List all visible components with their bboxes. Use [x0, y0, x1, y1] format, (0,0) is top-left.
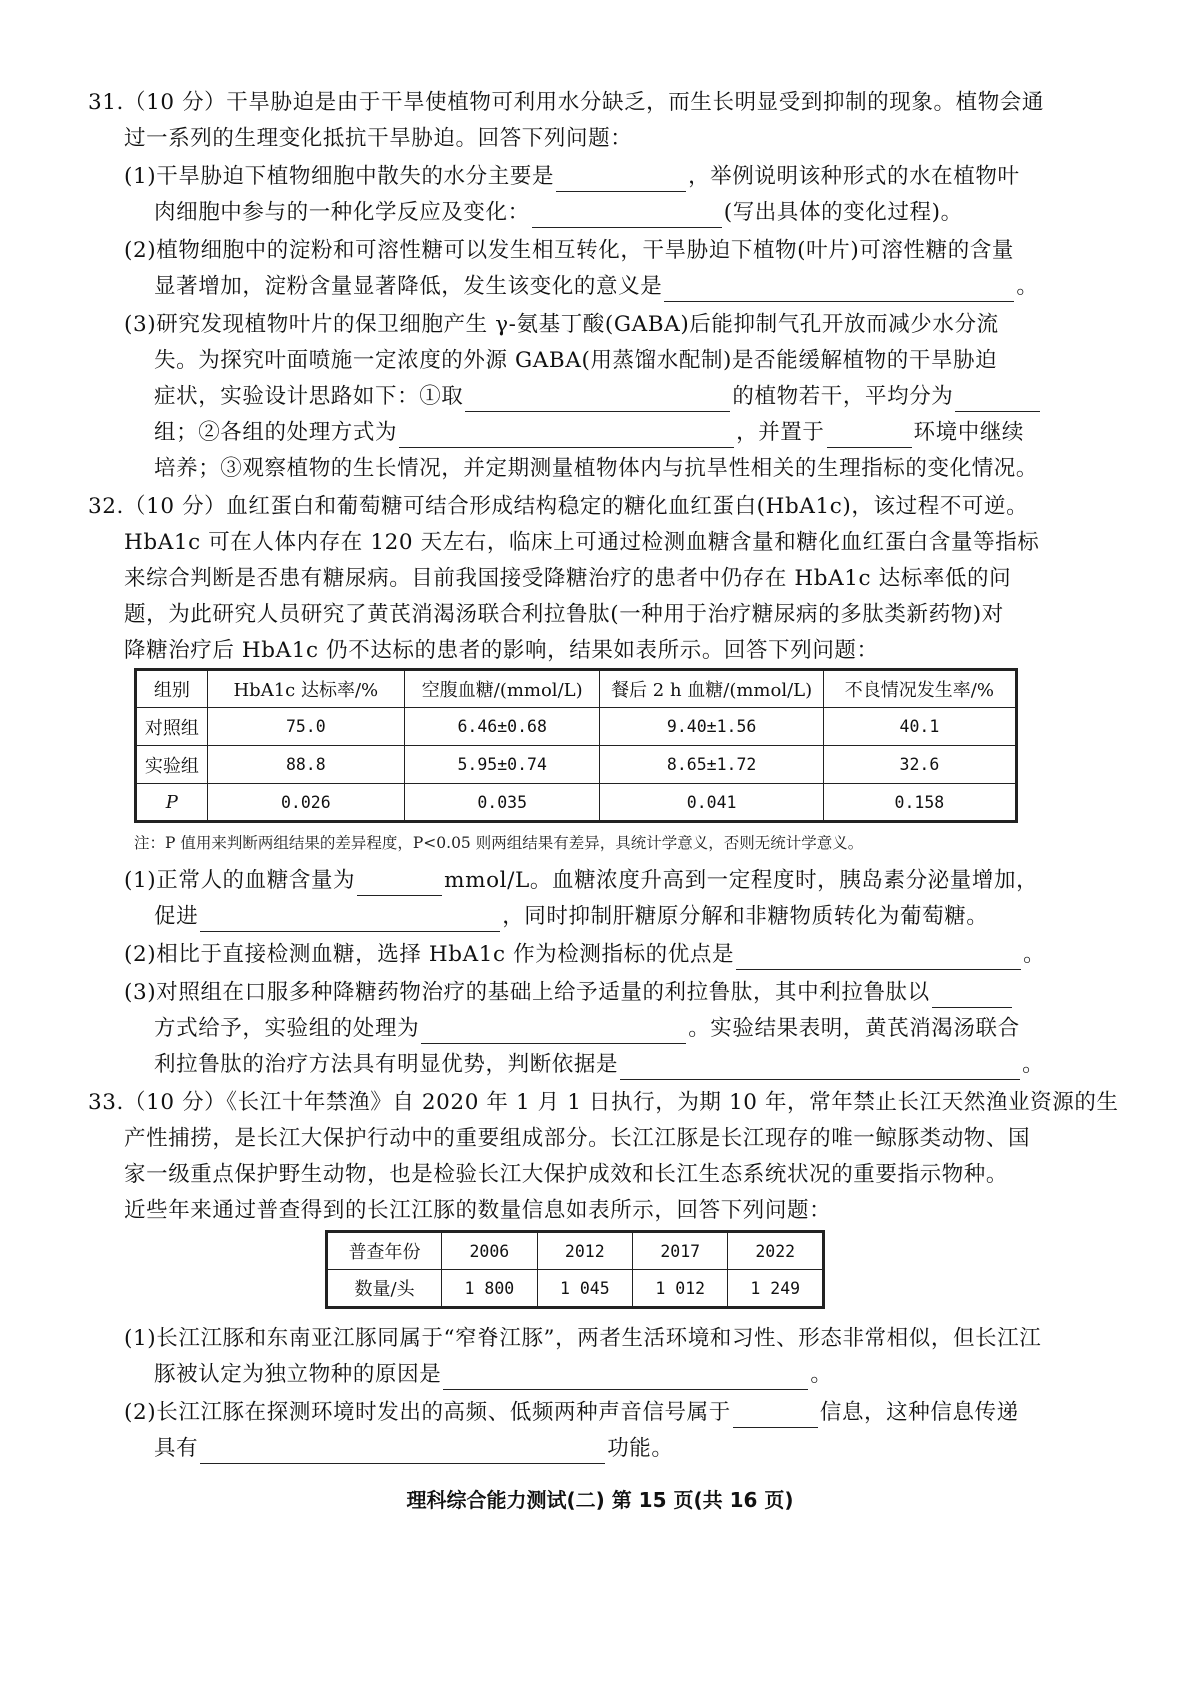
answer-blank[interactable] — [465, 387, 730, 412]
q31-p3-text-c2: 的植物若干，平均分为 — [732, 384, 954, 409]
q31-part3-line-3 — [154, 382, 1042, 412]
q31-stem-line-2: 过一系列的生理变化抵抗干旱胁迫。回答下列问题： — [124, 126, 633, 151]
q32-part2-line — [124, 940, 1045, 970]
table-cell: 32.6 — [823, 746, 1016, 784]
q32-p2-text-b: 。 — [1023, 942, 1046, 967]
q31-part3-line-5: 培养；③观察植物的生长情况，并定期测量植物体内与抗旱性相关的生理指标的变化情况。 — [154, 456, 1039, 481]
q33-stem-line-3: 家一级重点保护野生动物，也是检验长江大保护成效和长江生态系统状况的重要指示物种。 — [124, 1162, 1009, 1187]
table-row — [136, 708, 1017, 746]
table-header-cell: HbA1c 达标率/% — [207, 670, 404, 708]
porpoise-count-table — [325, 1230, 825, 1309]
q31-p1-text-a: (1)干旱胁迫下植物细胞中散失的水分主要是 — [124, 164, 555, 189]
q32-part1-line-2 — [154, 902, 988, 932]
q33-p2-text-b: 信息，这种信息传递 — [819, 1400, 1019, 1425]
answer-blank[interactable] — [664, 277, 1014, 302]
q31-stem-line-1: 31.（10 分）干旱胁迫是由于干旱使植物可利用水分缺乏，而生长明显受到抑制的现象。植物会通 — [88, 90, 1044, 115]
q32-part3-line-3 — [154, 1050, 1044, 1080]
table-cell: 2017 — [633, 1232, 728, 1270]
answer-blank[interactable] — [620, 1055, 1020, 1080]
table-note: 注：P 值用来判断两组结果的差异程度，P<0.05 则两组结果有差异，具统计学意义，否则无统计学意义。 — [134, 834, 864, 852]
q33-p2-text-d: 功能。 — [607, 1436, 674, 1461]
answer-blank[interactable] — [955, 387, 1040, 412]
table-cell: 0.035 — [404, 784, 600, 822]
answer-blank[interactable] — [556, 167, 686, 192]
q33-p1-text-b: 豚被认定为独立物种的原因是 — [154, 1362, 442, 1387]
answer-blank[interactable] — [932, 983, 1012, 1008]
q33-part1-line-2 — [154, 1360, 832, 1390]
q31-p2-text-c: 。 — [1016, 274, 1039, 299]
table-cell: 5.95±0.74 — [404, 746, 600, 784]
q33-stem-line-2: 产性捕捞，是长江大保护行动中的重要组成部分。长江江豚是长江现存的唯一鲸豚类动物、国 — [124, 1126, 1031, 1151]
table-cell: 75.0 — [207, 708, 404, 746]
table-header-row — [136, 670, 1017, 708]
table-cell: 0.158 — [823, 784, 1016, 822]
q32-part3-line-1 — [124, 978, 1014, 1008]
glycemic-results-table — [134, 668, 1018, 823]
answer-blank[interactable] — [733, 1403, 818, 1428]
answer-blank[interactable] — [827, 423, 912, 448]
table-cell: 对照组 — [136, 708, 208, 746]
table-cell: 实验组 — [136, 746, 208, 784]
table-cell: 0.041 — [600, 784, 823, 822]
table-header-cell: 空腹血糖/(mmol/L) — [404, 670, 600, 708]
q33-p1-text-c: 。 — [810, 1362, 833, 1387]
q32-part1-line-1 — [124, 866, 1038, 896]
q32-stem-line-4: 题，为此研究人员研究了黄芪消渴汤联合利拉鲁肽(一种用于治疗糖尿病的多肽类新药物)对 — [124, 602, 1004, 627]
table-cell: 2022 — [728, 1232, 824, 1270]
table-cell: 88.8 — [207, 746, 404, 784]
q32-part3-line-2 — [154, 1014, 1020, 1044]
q33-stem-line-1: 33.（10 分）《长江十年禁渔》自 2020 年 1 月 1 日执行，为期 10 年，常年禁止长江天然渔业资源的生 — [88, 1090, 1119, 1115]
table-row — [327, 1232, 824, 1270]
q32-p3-text-b1: 方式给予，实验组的处理为 — [154, 1016, 420, 1041]
q31-p3-text-d1: 组；②各组的处理方式为 — [154, 420, 398, 445]
table-row — [136, 784, 1017, 822]
q32-stem-line-2: HbA1c 可在人体内存在 120 天左右，临床上可通过检测血糖含量和糖化血红蛋白含量等指标 — [124, 530, 1040, 555]
q31-part3-line-4 — [154, 418, 1024, 448]
answer-blank[interactable] — [200, 1439, 605, 1464]
q32-p3-text-a: (3)对照组在口服多种降糖药物治疗的基础上给予适量的利拉鲁肽，其中利拉鲁肽以 — [124, 980, 930, 1005]
q32-p3-text-c1: 利拉鲁肽的治疗方法具有明显优势，判断依据是 — [154, 1052, 619, 1077]
q33-stem-line-4: 近些年来通过普查得到的长江江豚的数量信息如表所示，回答下列问题： — [124, 1198, 832, 1223]
q31-part2-line-2 — [154, 272, 1038, 302]
q32-stem-line-1: 32.（10 分）血红蛋白和葡萄糖可结合形成结构稳定的糖化血红蛋白(HbA1c)，该过程不可逆。 — [88, 494, 1029, 519]
table-cell: 6.46±0.68 — [404, 708, 600, 746]
table-cell: P — [136, 784, 208, 822]
answer-blank[interactable] — [736, 945, 1021, 970]
page-footer: 理科综合能力测试(二) 第 15 页(共 16 页) — [406, 1488, 794, 1512]
answer-blank[interactable] — [421, 1019, 686, 1044]
q32-stem-line-3: 来综合判断是否患有糖尿病。目前我国接受降糖治疗的患者中仍存在 HbA1c 达标率低的问 — [124, 566, 1012, 591]
q31-p3-text-c1: 症状，实验设计思路如下：①取 — [154, 384, 464, 409]
table-cell: 1 012 — [633, 1270, 728, 1308]
table-cell: 9.40±1.56 — [600, 708, 823, 746]
q32-p1-text-c: 促进 — [154, 904, 199, 929]
answer-blank[interactable] — [200, 907, 500, 932]
answer-blank[interactable] — [399, 423, 734, 448]
table-cell: 1 249 — [728, 1270, 824, 1308]
table-cell: 2006 — [442, 1232, 537, 1270]
q32-p3-text-c2: 。 — [1022, 1052, 1045, 1077]
table-cell: 2012 — [537, 1232, 632, 1270]
q31-p3-text-d2: ，并置于 — [736, 420, 825, 445]
q32-p1-text-b: mmol/L。血糖浓度升高到一定程度时，胰岛素分泌量增加， — [444, 868, 1039, 893]
table-header-cell: 不良情况发生率/% — [823, 670, 1016, 708]
q31-part3-line-1: (3)研究发现植物叶片的保卫细胞产生 γ-氨基丁酸(GABA)后能抑制气孔开放而减少水分流 — [124, 312, 999, 337]
q32-p1-text-d: ，同时抑制肝糖原分解和非糖物质转化为葡萄糖。 — [502, 904, 989, 929]
q33-p2-text-c: 具有 — [154, 1436, 199, 1461]
table-cell: 1 045 — [537, 1270, 632, 1308]
q31-part2-line-1: (2)植物细胞中的淀粉和可溶性糖可以发生相互转化，干旱胁迫下植物(叶片)可溶性糖的含量 — [124, 238, 1015, 263]
q33-p2-text-a: (2)长江江豚在探测环境时发出的高频、低频两种声音信号属于 — [124, 1400, 731, 1425]
table-row — [327, 1270, 824, 1308]
q32-p3-text-b2: 。实验结果表明，黄芪消渴汤联合 — [688, 1016, 1020, 1041]
q31-p3-text-d3: 环境中继续 — [913, 420, 1025, 445]
q31-part1-line-2 — [154, 198, 963, 228]
answer-blank[interactable] — [532, 203, 722, 228]
q32-p1-text-a: (1)正常人的血糖含量为 — [124, 868, 356, 893]
q32-p2-text-a: (2)相比于直接检测血糖，选择 HbA1c 作为检测指标的优点是 — [124, 942, 735, 967]
q31-p1-text-b: ，举例说明该种形式的水在植物叶 — [688, 164, 1020, 189]
q31-p2-text-b: 显著增加，淀粉含量显著降低，发生该变化的意义是 — [154, 274, 663, 299]
table-header-cell: 普查年份 — [327, 1232, 442, 1270]
table-cell: 1 800 — [442, 1270, 537, 1308]
q33-part2-line-1 — [124, 1398, 1019, 1428]
q31-part1-line-1 — [124, 162, 1020, 192]
q33-part1-line-1: (1)长江江豚和东南亚江豚同属于“窄脊江豚”，两者生活环境和习性、形态非常相似，但长江江 — [124, 1326, 1042, 1351]
table-cell: 0.026 — [207, 784, 404, 822]
table-header-cell: 组别 — [136, 670, 208, 708]
table-cell: 40.1 — [823, 708, 1016, 746]
table-header-cell: 餐后 2 h 血糖/(mmol/L) — [600, 670, 823, 708]
table-row — [136, 746, 1017, 784]
table-header-cell: 数量/头 — [327, 1270, 442, 1308]
q31-part3-line-2: 失。为探究叶面喷施一定浓度的外源 GABA(用蒸馏水配制)是否能缓解植物的干旱胁迫 — [154, 348, 998, 373]
table-cell: 8.65±1.72 — [600, 746, 823, 784]
q33-part2-line-2 — [154, 1434, 674, 1464]
answer-blank[interactable] — [443, 1365, 808, 1390]
answer-blank[interactable] — [357, 871, 442, 896]
q31-p1-text-d: (写出具体的变化过程)。 — [723, 200, 963, 225]
q32-stem-line-5: 降糖治疗后 HbA1c 仍不达标的患者的影响，结果如表所示。回答下列问题： — [124, 638, 879, 663]
q31-p1-text-c: 肉细胞中参与的一种化学反应及变化： — [154, 200, 530, 225]
